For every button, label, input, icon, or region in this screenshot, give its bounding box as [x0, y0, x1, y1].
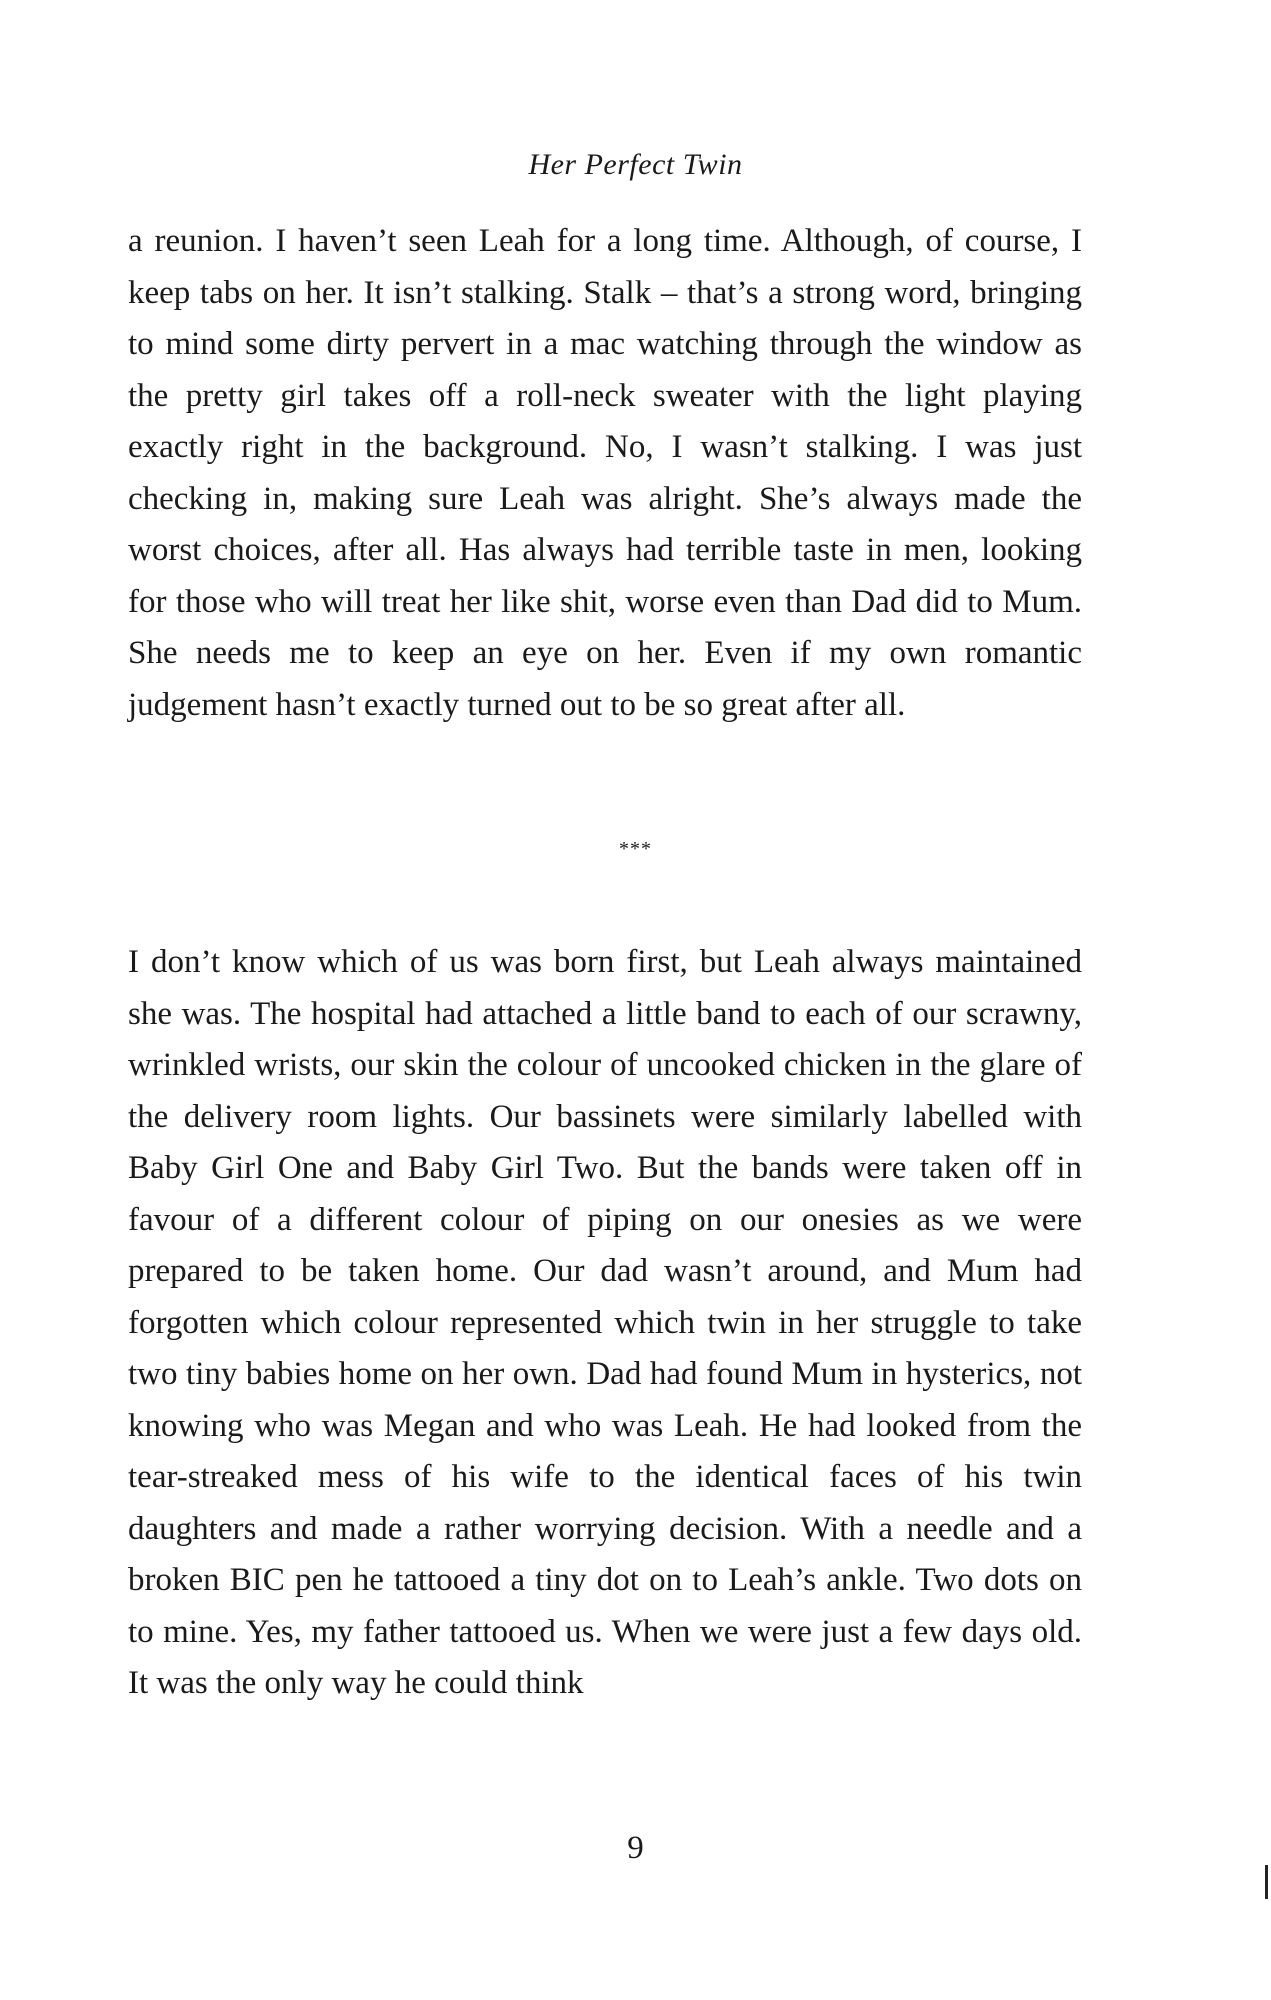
- page-number: 9: [627, 1830, 644, 1866]
- paragraph-block-1: [128, 216, 1082, 731]
- paragraph-block-2: [128, 937, 1082, 1710]
- scene-break-asterisks: ***: [619, 838, 652, 860]
- paragraph: I don’t know which of us was born first, but Leah always maintained she was. The hospital had attached a little band to each of our scrawny, wrinkled wrists, our skin the colour of uncooked chicken in the glare of the delivery room lights. Our bassinets were similarly labelled with Baby Girl One and Baby Girl Two. But the bands were taken off in favour of a different colour of piping on our onesies as we were prepared to be taken home. Our dad wasn’t around, and Mum had forgotten which colour represented which twin in her struggle to take two tiny babies home on her own. Dad had found Mum in hysterics, not knowing who was Megan and who was Leah. He had looked from the tear-streaked mess of his wife to the identical faces of his twin daughters and made a rather worrying decision. With a needle and a broken BIC pen he tattooed a tiny dot on to Leah’s ankle. Two dots on to mine. Yes, my father tattooed us. When we were just a few days old. It was the only way he could think: [128, 944, 1082, 1701]
- running-head: Her Perfect Twin: [528, 148, 743, 181]
- paragraph: a reunion. I haven’t seen Leah for a long time. Although, of course, I keep tabs on her. It isn’t stalking. Stalk – that’s a strong word, bringing to mind some dirty pervert in a mac watching through the window as the pretty girl takes off a roll-neck sweater with the light playing exactly right in the background. No, I wasn’t stalking. I was just checking in, making sure Leah was alright. She’s always made the worst choices, after all. Has always had terrible taste in men, looking for those who will treat her like shit, worse even than Dad did to Mum. She needs me to keep an eye on her. Even if my own romantic judgement hasn’t exactly turned out to be so great after all.: [128, 223, 1082, 723]
- page-edge-mark: [1265, 1865, 1268, 1899]
